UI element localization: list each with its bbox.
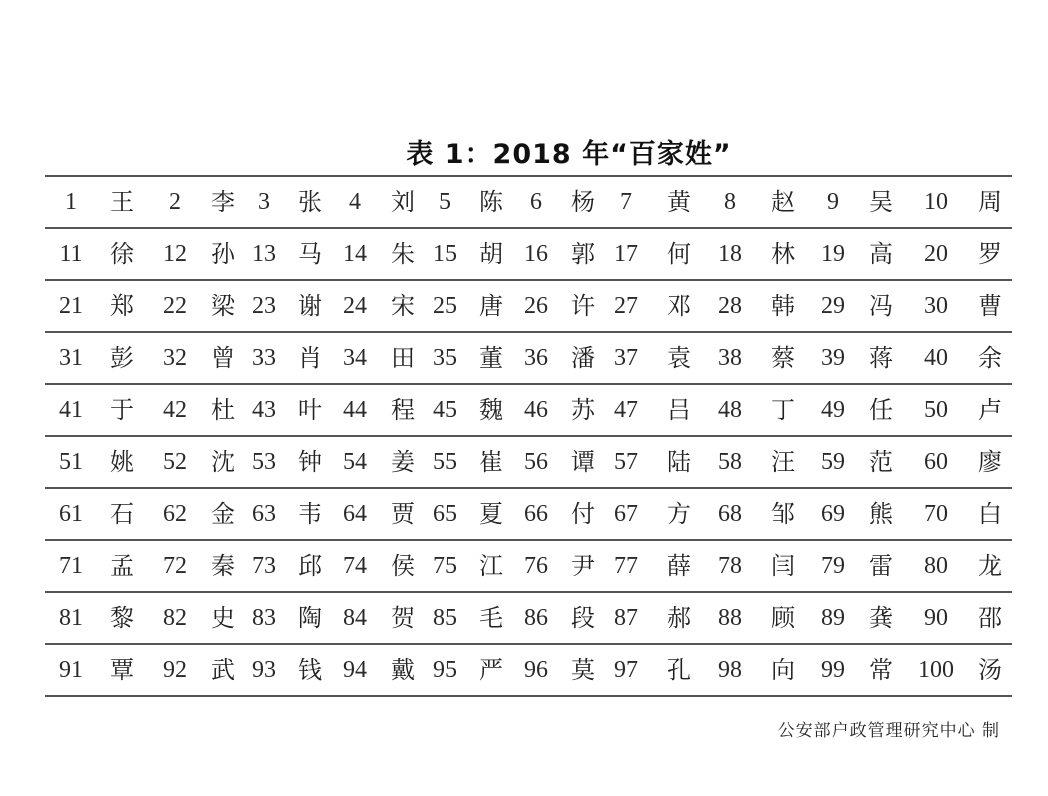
table-row (45, 593, 1012, 645)
surname: 戴 (391, 656, 415, 684)
rank-number: 65 (433, 501, 457, 527)
rank-number: 67 (614, 501, 638, 527)
surname: 孔 (667, 656, 691, 684)
surname: 余 (978, 344, 1002, 372)
surname: 邵 (978, 604, 1002, 632)
rank-number: 60 (924, 449, 948, 475)
table-row (45, 541, 1012, 593)
surname: 毛 (479, 604, 503, 632)
surname: 冯 (869, 292, 893, 320)
surname: 姜 (391, 448, 415, 476)
rank-number: 97 (614, 657, 638, 683)
surname: 郑 (110, 292, 134, 320)
rank-number: 80 (924, 553, 948, 579)
surname: 顾 (771, 604, 795, 632)
rank-number: 44 (343, 397, 367, 423)
rank-number: 69 (821, 501, 845, 527)
rank-number: 58 (718, 449, 742, 475)
rank-number: 54 (343, 449, 367, 475)
surname: 杨 (571, 188, 595, 216)
table-title: 表 1：2018 年“百家姓” (406, 139, 732, 170)
surname: 秦 (211, 552, 235, 580)
rank-number: 18 (718, 241, 742, 267)
surname: 周 (978, 188, 1002, 216)
rank-number: 13 (252, 241, 276, 267)
rank-number: 6 (530, 189, 542, 215)
surname: 钟 (298, 448, 322, 476)
rank-number: 21 (59, 293, 83, 319)
surname: 梁 (211, 292, 235, 320)
surname: 于 (110, 396, 134, 424)
rank-number: 9 (827, 189, 839, 215)
surname: 黎 (110, 604, 134, 632)
surname: 吕 (667, 396, 691, 424)
rank-number: 98 (718, 657, 742, 683)
rank-number: 87 (614, 605, 638, 631)
rank-number: 50 (924, 397, 948, 423)
surname: 罗 (978, 240, 1002, 268)
rank-number: 61 (59, 501, 83, 527)
rank-number: 93 (252, 657, 276, 683)
surname: 金 (211, 500, 235, 528)
surname: 叶 (298, 396, 322, 424)
surname: 张 (298, 188, 322, 216)
surname: 严 (479, 656, 503, 684)
surname: 姚 (110, 448, 134, 476)
surname: 谢 (298, 292, 322, 320)
surname: 石 (110, 500, 134, 528)
surname: 闫 (771, 552, 795, 580)
surname: 杜 (211, 396, 235, 424)
surname: 夏 (479, 500, 503, 528)
rank-number: 53 (252, 449, 276, 475)
rank-number: 41 (59, 397, 83, 423)
rank-number: 48 (718, 397, 742, 423)
surname: 薛 (667, 552, 691, 580)
surname: 龚 (869, 604, 893, 632)
surname: 卢 (978, 396, 1002, 424)
surname: 郝 (667, 604, 691, 632)
rank-number: 42 (163, 397, 187, 423)
surname: 胡 (479, 240, 503, 268)
surname: 蒋 (869, 344, 893, 372)
source-credit: 公安部户政管理研究中心 制 (777, 721, 1000, 741)
rank-number: 95 (433, 657, 457, 683)
surname: 雷 (869, 552, 893, 580)
surname: 沈 (211, 448, 235, 476)
surname: 陆 (667, 448, 691, 476)
rank-number: 26 (524, 293, 548, 319)
surname: 高 (869, 240, 893, 268)
surname: 唐 (479, 292, 503, 320)
rank-number: 78 (718, 553, 742, 579)
rank-number: 91 (59, 657, 83, 683)
rank-number: 63 (252, 501, 276, 527)
rank-number: 22 (163, 293, 187, 319)
rank-number: 35 (433, 345, 457, 371)
surname: 范 (869, 448, 893, 476)
rank-number: 32 (163, 345, 187, 371)
rank-number: 43 (252, 397, 276, 423)
surname: 熊 (869, 500, 893, 528)
surname: 徐 (110, 240, 134, 268)
rank-number: 31 (59, 345, 83, 371)
rank-number: 5 (439, 189, 451, 215)
surname: 段 (571, 604, 595, 632)
rank-number: 11 (59, 241, 83, 267)
rank-number: 17 (614, 241, 638, 267)
surname: 魏 (479, 396, 503, 424)
surname: 史 (211, 604, 235, 632)
surname: 常 (869, 656, 893, 684)
rank-number: 40 (924, 345, 948, 371)
surname: 王 (110, 188, 134, 216)
rank-number: 10 (924, 189, 948, 215)
surname: 许 (571, 292, 595, 320)
table-row (45, 177, 1012, 229)
rank-number: 7 (620, 189, 632, 215)
rank-number: 23 (252, 293, 276, 319)
rank-number: 76 (524, 553, 548, 579)
surname: 江 (479, 552, 503, 580)
surname: 钱 (298, 656, 322, 684)
rank-number: 39 (821, 345, 845, 371)
rank-number: 81 (59, 605, 83, 631)
surname: 田 (391, 344, 415, 372)
rank-number: 28 (718, 293, 742, 319)
rank-number: 56 (524, 449, 548, 475)
rank-number: 8 (724, 189, 736, 215)
rank-number: 92 (163, 657, 187, 683)
surname: 汪 (771, 448, 795, 476)
surname: 潘 (571, 344, 595, 372)
rank-number: 94 (343, 657, 367, 683)
surname: 谭 (571, 448, 595, 476)
surname: 邹 (771, 500, 795, 528)
rank-number: 4 (349, 189, 361, 215)
surname: 邱 (298, 552, 322, 580)
surname: 邓 (667, 292, 691, 320)
rank-number: 85 (433, 605, 457, 631)
rank-number: 1 (65, 189, 77, 215)
rank-number: 68 (718, 501, 742, 527)
rank-number: 33 (252, 345, 276, 371)
rank-number: 64 (343, 501, 367, 527)
rank-number: 66 (524, 501, 548, 527)
surname: 陈 (479, 188, 503, 216)
rank-number: 77 (614, 553, 638, 579)
rank-number: 100 (918, 657, 954, 683)
rank-number: 19 (821, 241, 845, 267)
table-row (45, 489, 1012, 541)
surname: 何 (667, 240, 691, 268)
surname: 肖 (298, 344, 322, 372)
surname: 陶 (298, 604, 322, 632)
surname: 苏 (571, 396, 595, 424)
rank-number: 71 (59, 553, 83, 579)
rank-number: 88 (718, 605, 742, 631)
rank-number: 55 (433, 449, 457, 475)
rank-number: 36 (524, 345, 548, 371)
rank-number: 73 (252, 553, 276, 579)
rank-number: 72 (163, 553, 187, 579)
surname: 李 (211, 188, 235, 216)
table-row (45, 645, 1012, 697)
surname: 白 (978, 500, 1002, 528)
surname: 彭 (110, 344, 134, 372)
surname: 黄 (667, 188, 691, 216)
table-row (45, 281, 1012, 333)
surname: 孟 (110, 552, 134, 580)
rank-number: 20 (924, 241, 948, 267)
surname: 林 (771, 240, 795, 268)
rank-number: 52 (163, 449, 187, 475)
surname: 武 (211, 656, 235, 684)
table-row (45, 385, 1012, 437)
rank-number: 57 (614, 449, 638, 475)
surname: 廖 (978, 448, 1002, 476)
rank-number: 24 (343, 293, 367, 319)
surname: 韩 (771, 292, 795, 320)
surname: 贺 (391, 604, 415, 632)
rank-number: 89 (821, 605, 845, 631)
rank-number: 46 (524, 397, 548, 423)
surname: 曾 (211, 344, 235, 372)
surname: 刘 (391, 188, 415, 216)
rank-number: 86 (524, 605, 548, 631)
table-row (45, 437, 1012, 489)
surname: 朱 (391, 240, 415, 268)
surname: 马 (298, 240, 322, 268)
surname: 莫 (571, 656, 595, 684)
surname: 侯 (391, 552, 415, 580)
surname: 崔 (479, 448, 503, 476)
rank-number: 96 (524, 657, 548, 683)
table-row (45, 229, 1012, 281)
rank-number: 37 (614, 345, 638, 371)
rank-number: 84 (343, 605, 367, 631)
rank-number: 99 (821, 657, 845, 683)
rank-number: 2 (169, 189, 181, 215)
surname: 向 (771, 656, 795, 684)
surname: 方 (667, 500, 691, 528)
rank-number: 82 (163, 605, 187, 631)
rank-number: 45 (433, 397, 457, 423)
surname: 任 (869, 396, 893, 424)
surname: 袁 (667, 344, 691, 372)
rank-number: 29 (821, 293, 845, 319)
surname: 覃 (110, 656, 134, 684)
rank-number: 90 (924, 605, 948, 631)
surname: 程 (391, 396, 415, 424)
surname: 汤 (978, 656, 1002, 684)
surname: 韦 (298, 500, 322, 528)
surname: 蔡 (771, 344, 795, 372)
surname: 曹 (978, 292, 1002, 320)
surname: 龙 (978, 552, 1002, 580)
surname: 吴 (869, 188, 893, 216)
rank-number: 16 (524, 241, 548, 267)
rank-number: 15 (433, 241, 457, 267)
rank-number: 83 (252, 605, 276, 631)
rank-number: 38 (718, 345, 742, 371)
rank-number: 14 (343, 241, 367, 267)
surname: 付 (571, 500, 595, 528)
rank-number: 49 (821, 397, 845, 423)
rank-number: 25 (433, 293, 457, 319)
surname: 赵 (771, 188, 795, 216)
rank-number: 12 (163, 241, 187, 267)
rank-number: 62 (163, 501, 187, 527)
rank-number: 70 (924, 501, 948, 527)
surname: 郭 (571, 240, 595, 268)
rank-number: 47 (614, 397, 638, 423)
surname-ranking-table (45, 175, 1012, 697)
surname: 尹 (571, 552, 595, 580)
surname: 贾 (391, 500, 415, 528)
rank-number: 3 (258, 189, 270, 215)
rank-number: 75 (433, 553, 457, 579)
rank-number: 34 (343, 345, 367, 371)
surname: 丁 (771, 396, 795, 424)
rank-number: 30 (924, 293, 948, 319)
surname: 宋 (391, 292, 415, 320)
table-row (45, 333, 1012, 385)
rank-number: 59 (821, 449, 845, 475)
rank-number: 51 (59, 449, 83, 475)
rank-number: 27 (614, 293, 638, 319)
rank-number: 79 (821, 553, 845, 579)
surname: 孙 (211, 240, 235, 268)
surname: 董 (479, 344, 503, 372)
rank-number: 74 (343, 553, 367, 579)
